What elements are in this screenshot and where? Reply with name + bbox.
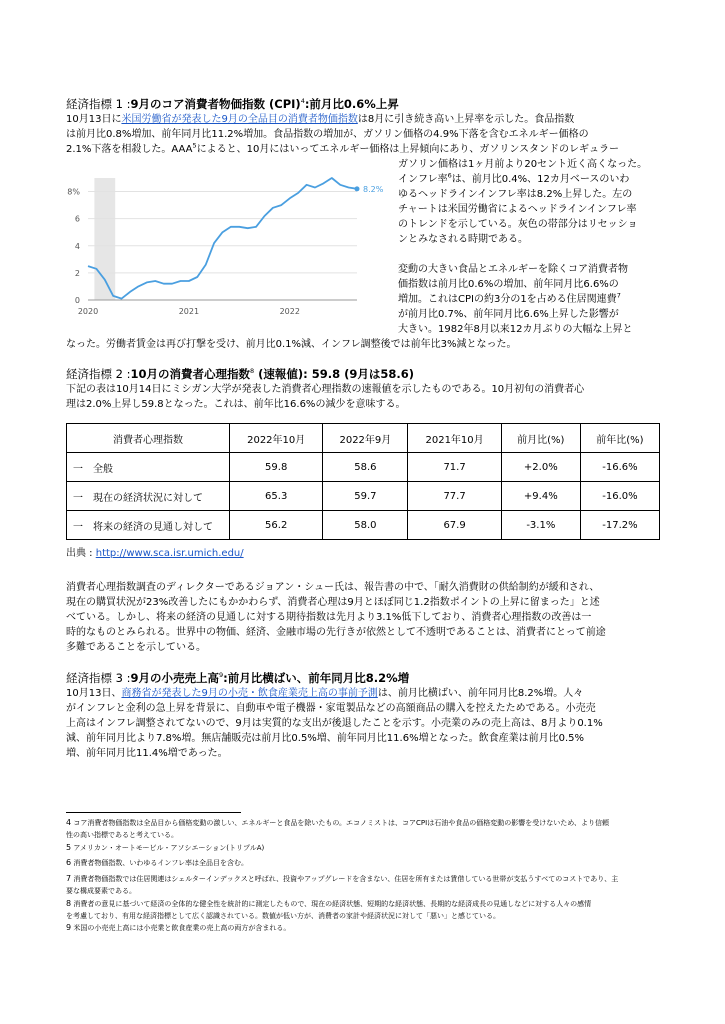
table-row — [67, 453, 660, 482]
umich-source-link[interactable]: http://www.sca.isr.umich.edu/ — [95, 548, 244, 559]
footnote-divider — [66, 812, 241, 813]
section3-heading-value: :前月比横ばい、前年同月比8.2%増 — [223, 671, 410, 685]
footnote-7: 7 消費者物価指数では住居関連はシェルターインデックスと呼ばれ、投資やアップグレードを含まない、住居を所有または賃借している世帯が支払うすべてのコストであり、主 — [66, 874, 619, 883]
table-cell: 59.7 — [323, 482, 408, 511]
section3-heading-label: 経済指標 3 : — [66, 671, 131, 685]
x-tick-label: 2022 — [279, 307, 300, 316]
bls-cpi-link[interactable]: 米国労働省が発表した9月の全品目の消費者物価指数 — [121, 114, 358, 125]
series-end-label: 8.2% — [363, 184, 384, 194]
table-cell: -16.6% — [580, 453, 659, 482]
right-line4: チャートは米国労働省によるヘッドラインインフレ率 — [398, 204, 637, 215]
section1-last-line: なった。労働者賃金は再び打撃を受け、前月比0.1%減、インフレ調整後では前年比3%減となった。 — [66, 339, 517, 350]
table-cell: 71.7 — [408, 453, 501, 482]
section2-line2: 理は2.0%上昇し59.8となった。これは、前年比16.6%の減少を意味する。 — [66, 399, 406, 410]
recession-band — [94, 178, 115, 300]
section2-heading — [66, 366, 660, 382]
table-header: 前年比(%) — [580, 424, 659, 453]
table-cell: 59.8 — [230, 453, 323, 482]
table-cell: 58.0 — [323, 511, 408, 540]
section3-line3: 上高はインフレ調整されてないので、9月は実質的な支出が後退したことを示す。小売業のみの売上高は、8月より0.1% — [66, 718, 603, 729]
inflation-line-chart — [62, 172, 397, 322]
section3-line1: 10月13日、商務省が発表した9月の小売・飲食産業売上高の事前予測は、前月比横ばい、前年同月比8.2%増。人々 — [66, 688, 584, 699]
section3-line4: 減、前年同月比より7.8%増。無店舗販売は前月比0.5%増、前年同月比11.6%増となった。飲食産業は前月比0.5% — [66, 733, 584, 744]
table-header: 2022年10月 — [230, 424, 323, 453]
inflation-series-line — [88, 178, 357, 299]
commerce-retail-link[interactable]: 商務省が発表した9月の小売・飲食産業売上高の事前予測 — [121, 688, 378, 699]
footnote-ref-6: 6 — [447, 171, 452, 180]
quote-line5: 多難であることを示している。 — [66, 642, 206, 653]
table-header-row — [67, 424, 660, 453]
section1-heading-label: 経済指標 1 : — [66, 97, 131, 111]
right-line6: ンとみなされる時期である。 — [398, 234, 528, 245]
footnote-9: 9 米国の小売売上高には小売業と飲食産業の売上高の両方が含まれる。 — [66, 923, 291, 932]
section2-heading-label: 経済指標 2 : — [66, 367, 131, 381]
right-line9: 増加。これはCPIの約3分の1を占める住居関連費$^7$ — [398, 291, 621, 305]
footnote-ref-7: 7 — [616, 291, 621, 300]
footnote-ref-8: 8 — [250, 367, 255, 376]
footnote-7-cont: 要な構成要素である。 — [66, 887, 136, 895]
section1-heading-title: 9月のコア消費者物価指数 (CPI) — [130, 97, 301, 111]
x-tick-label: 2020 — [77, 307, 99, 316]
table-row — [67, 511, 660, 540]
table-cell: 77.7 — [408, 482, 501, 511]
table-cell: 65.3 — [230, 482, 323, 511]
table-cell: 67.9 — [408, 511, 501, 540]
table-cell: 一 将来の経済の見通し対して — [67, 511, 230, 540]
y-tick-label: 0 — [74, 296, 80, 305]
footnote-ref-4: 4 — [300, 97, 305, 106]
section1-heading — [66, 96, 660, 112]
table-cell: -3.1% — [501, 511, 580, 540]
y-tick-label: 2 — [74, 268, 80, 278]
table-cell: +2.0% — [501, 453, 580, 482]
table-cell: 一 全般 — [67, 453, 230, 482]
y-tick-label: 8% — [67, 187, 80, 197]
section3-line5: 増、前年同月比11.4%増であった。 — [66, 748, 228, 759]
right-line2: インフレ率$^6$は、前月比0.4%、12カ月ベースのいわ — [398, 171, 630, 185]
right-line7: 変動の大きい食品とエネルギーを除くコア消費者物 — [398, 264, 628, 275]
right-line8: 価指数は前月比0.6%の増加、前年同月比6.6%の — [398, 279, 619, 290]
y-tick-label: 6 — [74, 214, 80, 224]
x-tick-label: 2021 — [178, 307, 200, 316]
section2-heading-value: (速報値): 59.8 (9月は58.6) — [254, 367, 415, 381]
quote-line3: べている。しかし、将来の経済の見通しに対する期待指数は先月より3.1%低下しており、消費者心理指数の改善は一 — [66, 612, 592, 623]
quote-line1: 消費者心理指数調査のディレクターであるジョアン・シュー氏は、報告書の中で、「耐久消費財の供給制約が緩和され、 — [66, 582, 600, 593]
right-line3: ゆるヘッドラインインフレ率は8.2%上昇した。左の — [398, 189, 633, 200]
quote-line2: 現在の購買状況が23%改善したにもかかわらず、消費者心理は9月とほぼ同じ1.2指数ポイントの上昇に留まった」と述 — [66, 597, 600, 608]
footnote-8: 8 消費者の意見に基づいて経済の全体的な健全性を統計的に測定したもので、現在の経済状態、短期的な経済状態、長期的な経済成長の見通しなどに対する人々の感情 — [66, 899, 592, 908]
footnote-ref-9: 9 — [219, 671, 224, 680]
table-header: 2022年9月 — [323, 424, 408, 453]
table-cell: 56.2 — [230, 511, 323, 540]
table-header: 消費者心理指数 — [67, 424, 230, 453]
section3-line2: がインフレと金利の急上昇を背景に、自動車や電子機器・家電製品などの高額商品の購入を控えたためである。小売売 — [66, 703, 596, 714]
section1-line3: 2.1%下落を相殺した。AAA$^5$によると、10月にはいってエネルギー価格は上昇傾向にあり、ガソリンスタンドのレギュラー — [66, 141, 620, 155]
section2-line1: 下記の表は10月14日にミシガン大学が発表した消費者心理指数の速報値を示したものである。10月初旬の消費者心 — [66, 384, 585, 395]
y-tick-label: 4 — [74, 241, 80, 251]
table-row — [67, 482, 660, 511]
footnote-8-cont: を考慮しており、有用な経済指標として広く認識されている。数値が低い方が、消費者の家計や経済状況に対して「悪い」と感じている。 — [66, 912, 500, 920]
table-cell: 一 現在の経済状況に対して — [67, 482, 230, 511]
section1-line1: 10月13日に米国労働省が発表した9月の全品目の消費者物価指数は8月に引き続き高い上昇率を示した。食品指数 — [66, 114, 575, 125]
footnote-6: 6 消費者物価指数、いわゆるインフレ率は全品目を含む。 — [66, 858, 249, 867]
section2-heading-title: 10月の消費者心理指数 — [130, 367, 251, 381]
source-line: 出典 : http://www.sca.isr.umich.edu/ — [66, 548, 244, 559]
quote-line4: 時的なものとみられる。世界中の物価、経済、金融市場の先行きが依然として不透明であることは、消費者にとって前途 — [66, 627, 606, 638]
table-cell: 58.6 — [323, 453, 408, 482]
right-line5: のトレンドを示している。灰色の帯部分はリセッショ — [398, 219, 638, 230]
section1-heading-value: :前月比0.6%上昇 — [304, 97, 399, 111]
right-line11: 大きい。1982年8月以来12カ月ぶりの大幅な上昇と — [398, 324, 633, 335]
footnote-4: 4 コア消費者物価指数は全品目から価格変動の激しい、エネルギーと食品を除いたもの。エコノミストは、コアCPIは石油や食品の価格変動の影響を受けないため、より信頼 — [66, 818, 609, 827]
right-line10: が前月比0.7%、前年同月比6.6%上昇した影響が — [398, 309, 619, 320]
table-cell: +9.4% — [501, 482, 580, 511]
section1-line2: は前月比0.8%増加、前年同月比11.2%増加。食品指数の増加が、ガソリン価格の4.9%下落を含むエネルギー価格の — [66, 129, 589, 140]
footnote-ref-5: 5 — [192, 141, 197, 150]
right-line1: ガソリン価格は1ヶ月前より20セント近く高くなった。 — [398, 159, 648, 170]
footnote-5: 5 アメリカン・オートモービル・アソシエーション(トリプルA) — [66, 843, 265, 852]
footnote-4-cont: 性の高い指標であると考えている。 — [66, 831, 178, 839]
table-header: 2021年10月 — [408, 424, 501, 453]
table-cell: -17.2% — [580, 511, 659, 540]
series-end-point — [355, 186, 360, 191]
section3-heading-title: 9月の小売売上高 — [130, 671, 220, 685]
section3-heading — [66, 670, 660, 686]
sentiment-table — [66, 423, 660, 540]
table-header: 前月比(%) — [501, 424, 580, 453]
table-cell: -16.0% — [580, 482, 659, 511]
